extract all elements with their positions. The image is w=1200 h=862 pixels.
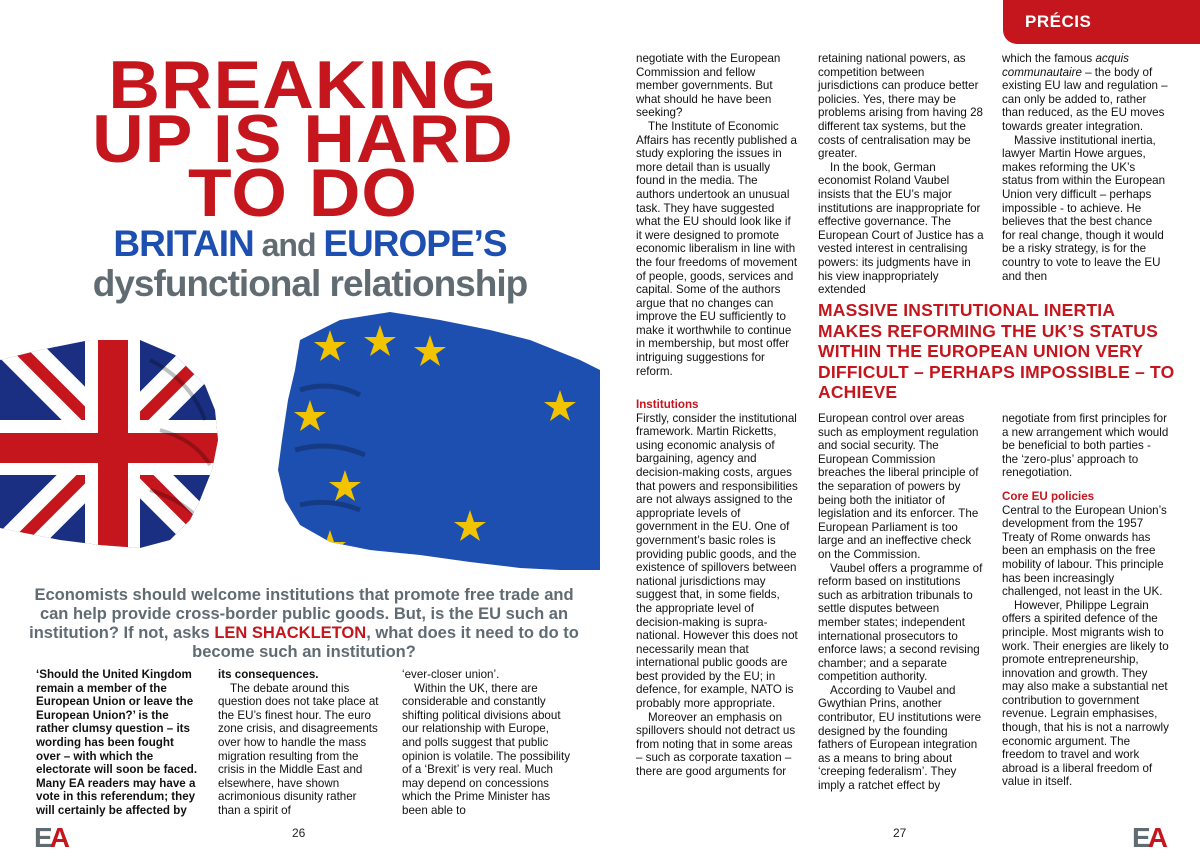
headline-line-3: TO DO [187, 155, 419, 231]
right-col-2-paragraph-2: In the book, German economist Roland Vaubel insists that the EU’s major institutions are inappropriate for effective governance. The European Court of Justice has a vested interest in centralising powers: its judgments have in his view inappropriately extended [818, 160, 984, 297]
left-col-3-paragraph-1: ‘ever-closer union’. [402, 668, 500, 681]
right-col-2-bottom [818, 412, 984, 793]
author-name: LEN SHACKLETON [214, 624, 367, 642]
subhead [40, 224, 580, 303]
right-col-3-bottom [1002, 412, 1170, 789]
right-col-3-bottom-paragraph-3: However, Philippe Legrain offers a spirited defence of the principle. Most migrants wish to work. Their energies are likely to promote entrepreneurship, innovation and growth. They may also make a substantial net contribution to government revenue. Legrain emphasises, though, that his is not a narrowly economic argument. The freedom to travel and work abroad is a liberal freedom of value in itself. [1002, 598, 1169, 789]
right-col-2-bottom-paragraph-3: According to Vaubel and Gwythian Prins, another contributor, EU institutions were designed by the founding fathers of European integration as a means to bring about ‘creeping federalism’. They imply a ratchet effect by [818, 683, 982, 793]
right-col-1-bottom-paragraph-2: Moreover an emphasis on spillovers should not detract us from noting that in some areas – such as corporate taxation – there are good arguments for [636, 710, 796, 779]
headline-line-2: UP IS HARD [92, 101, 514, 177]
right-col-3-bottom-paragraph-2: Central to the European Union’s development from the 1957 Treaty of Rome onwards has been an emphasis on the free mobility of labour. This principle has been increasingly challenged, not least in the UK. [1002, 503, 1167, 599]
left-col-1-paragraph: ‘Should the United Kingdom remain a member of the European Union or leave the European Union?’ is the rather clumsy question – its wording has been fought over – with which the electorate will soon be faced. Many EA readers may have a vote in this referendum; they will certainly be affected by [36, 668, 198, 817]
right-col-1-bottom-paragraph-1: Firstly, consider the institutional framework. Martin Ricketts, using economic analysis of bargaining, agency and decision-making costs, argues that powers and responsibilities are not always assigned to the appropriate levels of government in the EU. One of government’s basic roles is providing public goods, and the existence of spillovers between national jurisdictions may suggest that, in some fields, the appropriate level of decision-making is supra-national. However this does not necessarily mean that international public goods are best provided by the EU; in defence, for example, NATO is probably more appropriate. [636, 411, 798, 711]
page-number-right: 27 [893, 826, 907, 840]
right-col-1-top [636, 52, 798, 378]
union-jack-fist [0, 330, 230, 560]
page-number-left: 26 [292, 826, 306, 840]
left-col-3-paragraph-2: Within the UK, there are considerable and constantly shifting political divisions about our relationship with Europe, and polls suggest that public opinion is volatile. The possibility of a ‘Brexit’ is very real. Much may depend on concessions which the Prime Minister has been able to [402, 681, 570, 817]
left-col-3 [402, 668, 570, 818]
right-col-3-paragraph-1: which the famous acquis communautaire – the body of existing EU law and regulation – can only be added to, rather than reduced, as the EU moves towards greater integration. [1002, 52, 1168, 133]
left-col-2 [218, 668, 382, 818]
right-col-3-bottom-paragraph-1: negotiate from first principles for a new arrangement which would be beneficial to both parties - the ‘zero-plus’ approach to renegotiation. [1002, 412, 1169, 480]
right-col-1-bottom [636, 398, 798, 779]
standfirst-text-1: Economists should welcome institutions that promote free trade and can help provide cross-border public goods. But, is the EU such an institution? If not, asks [29, 586, 574, 642]
right-col-2-bottom-paragraph-2: Vaubel offers a programme of reform based on institutions such as arbitration tribunals to settle disputes between member states; independent international prosecutors to enforce laws; a second revising chamber; and a separate competition authority. [818, 561, 983, 684]
subhead-line-2: dysfunctional relationship [92, 263, 528, 304]
right-col-1-paragraph-2: The Institute of Economic Affairs has recently published a study exploring the issues in more detail than is usually found in the media. The authors undertook an unusual task. They have suggested what the EU should look like if it were designed to promote economic liberalism in line with the four freedoms of movement of people, goods, services and capital. Some of the authors argue that no changes can improve the EU sufficiently to make it worthwhile to continue in membership, but most offer intriguing suggestions for reform. [636, 119, 798, 378]
section-heading-institutions: Institutions [636, 398, 699, 411]
eu-flag-fist [270, 300, 600, 582]
right-col-1-paragraph-1: negotiate with the European Commission and fellow member governments. But what should he have been seeking? [636, 52, 781, 120]
left-col-2-paragraph-2: The debate around this question does not take place at the EU’s finest hour. The euro zone crisis, and disagreements over how to handle the mass migration resulting from the crisis in the Middle East and elsewhere, have shown acrimonious disunity rather than a spirit of [218, 681, 379, 817]
section-tab-label: PRÉCIS [1025, 12, 1092, 31]
standfirst-text-2: , what does it need to do to become such an institution? [192, 624, 579, 661]
fists-illustration [0, 300, 600, 582]
headline-line-1: BREAKING [108, 47, 498, 123]
subhead-and: and [253, 227, 324, 263]
pull-quote: MASSIVE INSTITUTIONAL INERTIA MAKES REFORMING THE UK’S STATUS WITHIN THE EUROPEAN UNION VERY DIFFICULT – PERHAPS IMPOSSIBLE – TO ACHIEVE [818, 300, 1175, 402]
section-heading-core-eu-policies: Core EU policies [1002, 489, 1095, 503]
ea-logo-right: EA [1132, 822, 1165, 853]
left-col-2-paragraph-1: its consequences. [218, 668, 319, 681]
ea-logo-left: EA [34, 822, 67, 853]
right-col-3-top [1002, 52, 1168, 283]
subhead-britain: BRITAIN [113, 223, 254, 264]
right-col-2-paragraph-1: retaining national powers, as competition between jurisdictions can produce better policies. Yes, there may be problems arising from having 28 different tax systems, but the costs of centralisation may be greater. [818, 52, 983, 161]
section-tab [1003, 0, 1200, 44]
left-col-1 [36, 668, 198, 818]
right-col-2-top [818, 52, 984, 297]
subhead-europes: EUROPE’S [323, 223, 507, 264]
standfirst [24, 586, 584, 662]
right-col-3-paragraph-2: Massive institutional inertia, lawyer Martin Howe argues, makes reforming the UK’s status from within the European Union very difficult – perhaps impossible - to achieve. He believes that the best chance for real change, though it would be a risky strategy, is for the country to vote to leave the EU and then [1002, 133, 1166, 283]
right-col-2-bottom-paragraph-1: European control over areas such as employment regulation and social security. The European Commission breaches the liberal principle of the separation of powers by being both the initiator of legislation and its enforcer. The European Parliament is too large and an ineffective check on the Commission. [818, 412, 979, 561]
